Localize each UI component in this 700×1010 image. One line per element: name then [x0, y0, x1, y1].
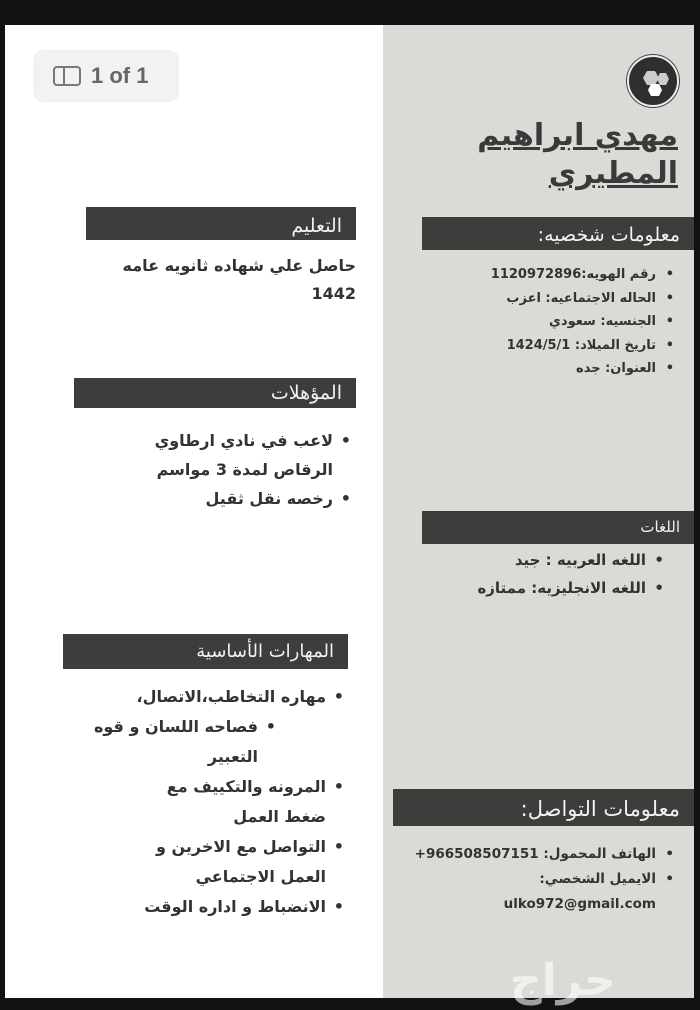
contact-header: معلومات التواصل: [393, 789, 694, 826]
football-icon [627, 55, 679, 107]
contact-list [415, 842, 678, 917]
skills-header: المهارات الأساسية [63, 634, 348, 669]
languages-header: اللغات [422, 511, 694, 544]
list-item: • اللغه العربيه : جيد [477, 546, 668, 574]
list-item: • اللغه الانجليزيه: ممتازه [477, 574, 668, 602]
name-line-2: المطيري [548, 156, 678, 191]
list-item: • الجنسيه: سعودي [491, 310, 678, 334]
list-item: • العنوان: جده [491, 357, 678, 381]
list-item: • الهاتف المحمول: 966508507151+ [415, 842, 678, 867]
list-item: • الايميل الشخصي: [415, 867, 678, 892]
list-item: • مهاره التخاطب،الاتصال، [78, 682, 348, 712]
list-item: • لاعب في نادي ارطاوي الرقاص لمدة 3 مواسم [135, 426, 355, 484]
languages-list [477, 546, 668, 602]
list-item: • الانضباط و اداره الوقت [78, 892, 348, 922]
list-item: • تاريخ الميلاد: 1424/5/1 [491, 334, 678, 358]
education-header: التعليم [86, 207, 356, 240]
list-item: • الحاله الاجتماعيه: اعزب [491, 287, 678, 311]
list-item: • رقم الهويه:1120972896 [491, 263, 678, 287]
email-link[interactable]: ulko972@gmail.com [503, 896, 656, 912]
page-indicator[interactable] [33, 50, 179, 102]
personal-info-list [491, 263, 678, 381]
qualifications-list [135, 426, 355, 513]
page-count: 1 of 1 [91, 63, 149, 88]
personal-info-header: معلومات شخصيه: [422, 217, 694, 250]
education-text: حاصل علي شهاده ثانويه عامه 1442 [122, 256, 356, 303]
sidebar-toggle-icon[interactable] [53, 66, 81, 86]
name-line-1: مهدي ابراهيم [477, 118, 678, 153]
qualifications-header: المؤهلات [74, 378, 356, 408]
watermark-logo: حراج [510, 955, 616, 1006]
list-item: • التواصل مع الاخرين و العمل الاجتماعي [146, 832, 348, 892]
list-item: • فصاحه اللسان و قوه التعبير [78, 712, 280, 772]
skills-list [78, 682, 348, 922]
candidate-name [477, 117, 678, 193]
list-item: • المرونه والتكييف مع ضغط العمل [146, 772, 348, 832]
list-item: • رخصه نقل ثقيل [135, 484, 355, 513]
